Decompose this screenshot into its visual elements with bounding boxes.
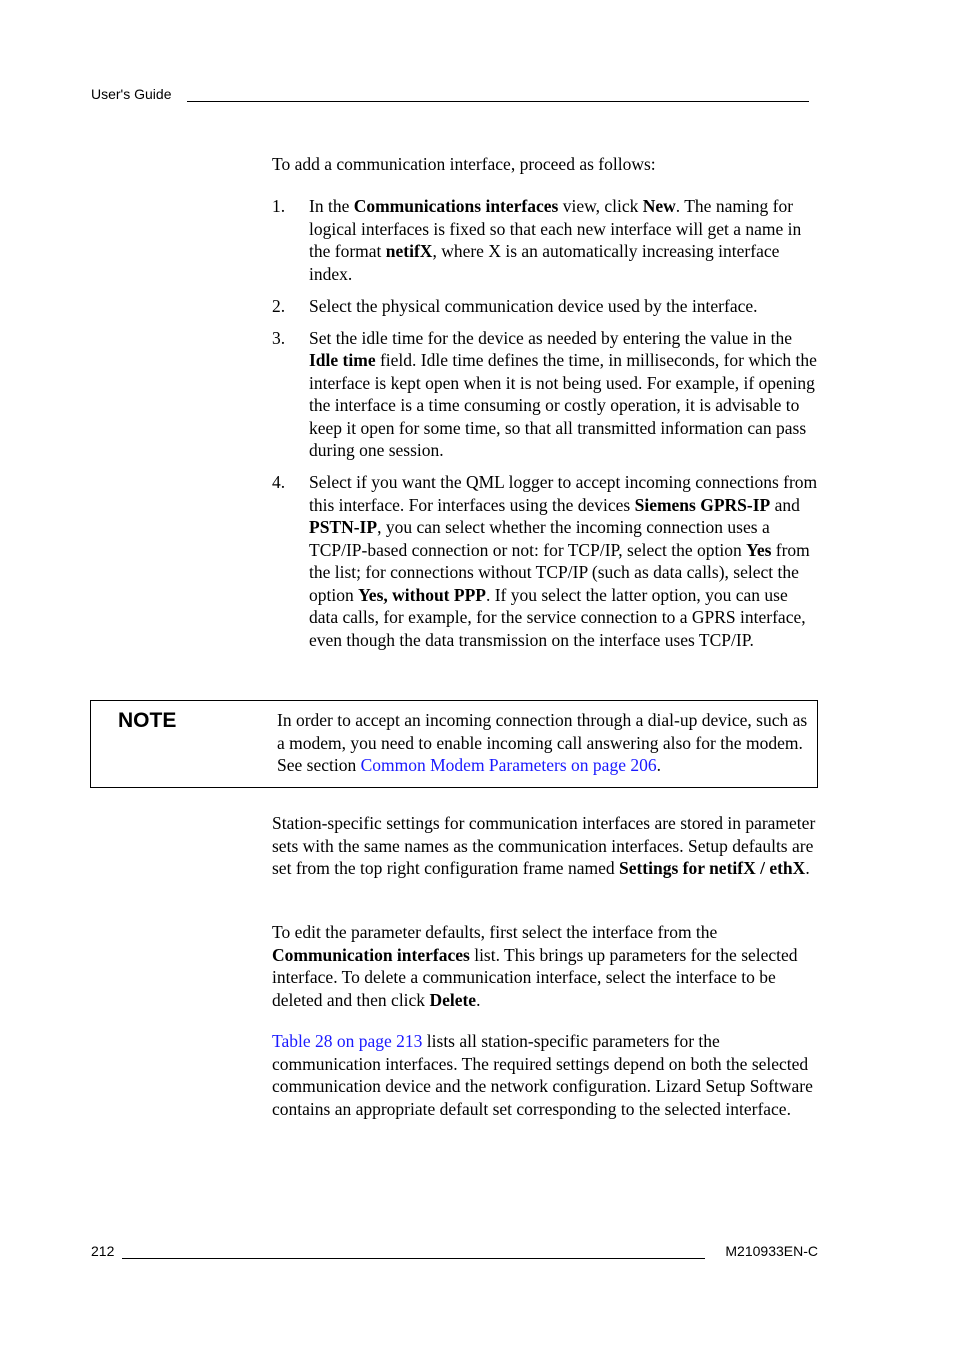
step-text: . The naming for logical interfaces is fixed so that each new interface will get a name in the format: [309, 196, 802, 261]
table-ref-paragraph: [272, 1030, 818, 1120]
step-text: and: [770, 494, 800, 515]
para-text: To edit the parameter defaults, first select the interface from the: [272, 922, 718, 942]
step-bold: Communications interfaces: [353, 196, 559, 216]
edit-paragraph: [272, 921, 818, 1011]
list-item: [272, 295, 818, 318]
page-header: [91, 86, 811, 102]
para-text: list. This brings up parameters for the selected interface. To delete a communication interface, select the interface to be deleted and then click: [272, 944, 798, 1010]
note-link[interactable]: Common Modem Parameters on page 206: [360, 755, 657, 775]
para-bold: Delete: [429, 989, 477, 1010]
note-box: [90, 700, 818, 788]
para-text: .: [805, 858, 810, 878]
step-text: . If you select the latter option, you can use data calls, for example, for the service connection to a GPRS interface, even though the data transmission on the interface uses TCP/IP.: [309, 584, 806, 650]
step-text: Select the physical communication device used by the interface.: [309, 295, 758, 316]
step-text: field. Idle time defines the time, in milliseconds, for which the interface is kept open when it is not being used. For example, if opening the interface is a time consuming or costly operation, it is advisable to keep it open for some time, so that all transmitted information can pass during one session.: [309, 350, 817, 460]
step-text: Select if you want the QML logger to accept incoming connections from this interface. For interfaces using the devices: [309, 472, 818, 515]
step-number: 4.: [272, 472, 286, 492]
step-text: from the list; for connections without TCP/IP (such as data calls), select the option: [309, 539, 810, 605]
table-link[interactable]: Table 28 on page 213: [272, 1031, 423, 1051]
header-rule: [187, 101, 809, 102]
step-bold: Yes, without PPP: [358, 584, 486, 605]
step-bold: Siemens GPRS-IP: [634, 494, 771, 515]
list-item: [272, 195, 818, 285]
note-label: NOTE: [118, 709, 177, 732]
page-number: 212: [91, 1243, 115, 1259]
footer-rule: [122, 1258, 705, 1259]
step-number: 2.: [272, 295, 286, 316]
step-number: 3.: [272, 327, 286, 348]
intro-paragraph: To add a communication interface, proceed as follows:: [272, 154, 656, 174]
step-bold: Idle time: [309, 350, 376, 370]
note-text: [277, 709, 813, 777]
list-item: [272, 327, 818, 462]
header-title: User's Guide: [91, 86, 172, 102]
step-text: In the: [309, 196, 354, 216]
list-item: [272, 471, 818, 651]
step-bold: netifX: [385, 241, 433, 261]
para-text: lists all station-specific parameters for the communication interfaces. The required settings depend on both the selected communication device and the network configuration. Lizard Setup Software contains an appropriate default set corresponding to the selected interface.: [272, 1031, 813, 1119]
steps-list: [272, 195, 818, 661]
para-bold: Communication interfaces: [272, 944, 470, 965]
para-bold: Settings for netifX / ethX: [618, 858, 806, 878]
note-text-part: In order to accept an incoming connection through a dial-up device, such as a modem, you need to enable incoming call answering also for the modem. See section: [277, 710, 808, 775]
para-text: .: [476, 989, 481, 1010]
step-bold: PSTN-IP: [309, 517, 378, 537]
step-text: view, click: [558, 196, 643, 216]
step-text: , you can select whether the incoming connection uses a TCP/IP-based connection or not: for TCP/IP, select the option: [309, 517, 770, 560]
settings-paragraph: [272, 812, 818, 880]
note-text-part: .: [656, 755, 661, 775]
step-number: 1.: [272, 196, 286, 216]
step-bold: Yes: [746, 539, 772, 560]
para-text: Station-specific settings for communication interfaces are stored in parameter sets with the same names as the communication interfaces. Setup defaults are set from the top right configuration frame named: [272, 813, 816, 878]
document-code: M210933EN-C: [725, 1243, 818, 1259]
step-text: Set the idle time for the device as needed by entering the value in the: [309, 327, 793, 348]
step-bold: New: [642, 196, 676, 216]
step-text: , where X is an automatically increasing interface index.: [309, 241, 780, 284]
